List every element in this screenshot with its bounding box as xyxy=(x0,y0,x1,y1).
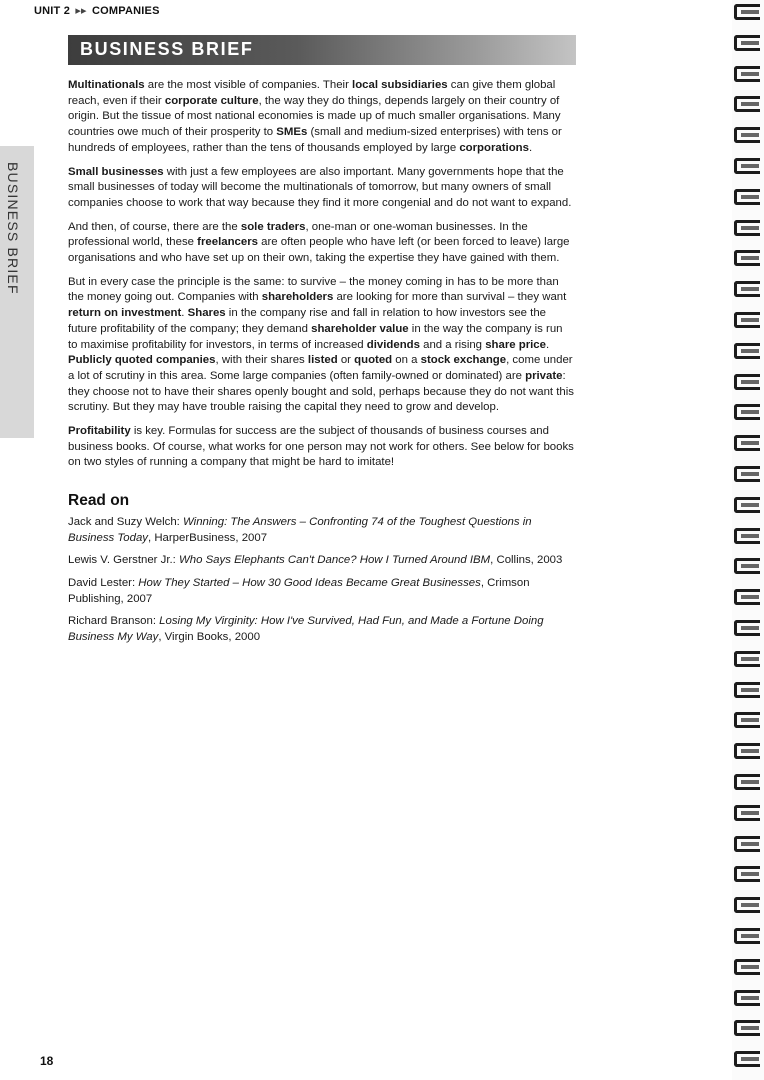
text-run: can give them global reach, even if their xyxy=(68,79,556,107)
spiral-binding xyxy=(732,0,764,1080)
text-run: , HarperBusiness, 2007 xyxy=(148,531,268,544)
reference-item xyxy=(68,553,574,569)
text-run: , one-man or one-woman businesses. In the professional world, these xyxy=(68,220,528,249)
binding-ring xyxy=(734,774,760,790)
binding-ring xyxy=(734,558,760,574)
text-run: in the way the company is run to maximise profitability for investors, in terms of increased xyxy=(68,322,563,351)
side-tab-label: BUSINESS BRIEF xyxy=(5,162,21,295)
book-title: Who Says Elephants Can't Dance? How I Turned Around IBM xyxy=(179,554,491,567)
read-on-heading: Read on xyxy=(68,492,130,510)
binding-ring xyxy=(734,312,760,328)
binding-ring xyxy=(734,1020,760,1036)
binding-ring xyxy=(734,4,760,20)
binding-ring xyxy=(734,374,760,390)
key-term: corporate culture xyxy=(164,94,259,107)
text-run: But in every case the principle is the same: to survive – the money coming in has to be more than the money going out. Companies with xyxy=(68,275,559,304)
text-run: , Crimson Publishing, 2007 xyxy=(68,576,530,605)
binding-ring xyxy=(734,528,760,544)
text-run: (small and medium-sized enterprises) with tens or hundreds of employees, rather than the tens of thousands employed by large xyxy=(68,126,562,154)
binding-ring xyxy=(734,743,760,759)
binding-ring xyxy=(734,96,760,112)
text-run: or xyxy=(337,354,355,367)
key-term: sole traders xyxy=(240,220,306,233)
binding-ring xyxy=(734,250,760,266)
paragraph xyxy=(68,275,574,416)
key-term: Publicly quoted companies xyxy=(68,354,216,367)
text-run: , with their shares xyxy=(215,354,308,367)
text-run: : they choose not to have their shares openly bought and sold, perhaps because they do not want this scrutiny. But they may have trouble raising the capital they need to grow and develop. xyxy=(68,369,574,414)
book-title: Winning: The Answers – Confronting 74 of the Toughest Questions in Business Today xyxy=(68,515,532,544)
section-label: COMPANIES xyxy=(92,5,160,17)
text-run: are the most visible of companies. Their xyxy=(144,79,353,91)
binding-ring xyxy=(734,589,760,605)
key-term: return on investment xyxy=(68,307,182,320)
binding-ring xyxy=(734,620,760,636)
text-run: are looking for more than survival – they want xyxy=(333,291,567,304)
text-run: on a xyxy=(392,354,421,367)
text-run: in the company rise and fall in relation to how investors see the future profitability of the company; they demand xyxy=(68,307,547,335)
banner-title: BUSINESS BRIEF xyxy=(80,39,254,59)
text-run: David Lester: xyxy=(68,576,139,589)
key-term: shareholder value xyxy=(311,322,409,335)
paragraph-list xyxy=(68,78,574,471)
binding-ring xyxy=(734,404,760,420)
text-run: and a rising xyxy=(419,338,486,351)
binding-ring xyxy=(734,990,760,1006)
double-arrow-icon: ▸▸ xyxy=(75,5,87,17)
text-run: is key. Formulas for success are the subject of thousands of business courses and business books. Of course, what works for one person may not work for others. See below for books on two styles of running a company that might be hard to imitate! xyxy=(68,425,574,469)
text-run: are often people who have left (or been forced to leave) large organisations and who have set up on their own, taking the expertise they have gained with them. xyxy=(68,236,570,265)
text-run: . xyxy=(181,307,188,320)
paragraph xyxy=(68,78,574,157)
reference-list xyxy=(68,515,574,646)
unit-label: UNIT 2 xyxy=(34,5,71,17)
binding-ring xyxy=(734,928,760,944)
binding-ring xyxy=(734,497,760,513)
key-term: Small businesses xyxy=(68,165,164,178)
binding-ring xyxy=(734,66,760,82)
paragraph xyxy=(68,165,574,212)
reference-item xyxy=(68,576,574,607)
reference-item xyxy=(68,614,574,645)
key-term: freelancers xyxy=(197,236,258,249)
binding-ring xyxy=(734,866,760,882)
binding-ring xyxy=(734,158,760,174)
key-term: shareholders xyxy=(261,291,334,304)
binding-ring xyxy=(734,127,760,143)
key-term: listed xyxy=(307,354,338,367)
text-run: And then, of course, there are the xyxy=(68,220,241,233)
binding-ring xyxy=(734,35,760,51)
binding-ring xyxy=(734,712,760,728)
key-term: share price xyxy=(485,338,546,351)
reference-item xyxy=(68,515,574,546)
paragraph xyxy=(68,424,574,471)
binding-ring xyxy=(734,651,760,667)
binding-ring xyxy=(734,189,760,205)
section-banner xyxy=(68,35,576,65)
article-body xyxy=(68,78,574,653)
text-run: , Virgin Books, 2000 xyxy=(158,631,261,644)
side-tab xyxy=(0,146,34,438)
text-run: Lewis V. Gerstner Jr.: xyxy=(68,554,179,567)
binding-ring xyxy=(734,343,760,359)
text-run: Richard Branson: xyxy=(68,615,160,628)
key-term: stock exchange xyxy=(420,354,507,367)
key-term: quoted xyxy=(354,354,393,367)
binding-ring xyxy=(734,281,760,297)
key-term: Shares xyxy=(187,307,226,320)
binding-ring xyxy=(734,805,760,821)
text-run: . xyxy=(528,141,533,154)
book-title: Losing My Virginity: How I've Survived, Had Fun, and Made a Fortune Doing Business My Way xyxy=(68,615,544,644)
text-run: with just a few employees are also important. Many governments hope that the small businesses of today will become the multinationals of tomorrow, but many owners of small companies choose to work that way because they find it more congenial and do not want to expand. xyxy=(68,165,572,209)
binding-ring xyxy=(734,682,760,698)
binding-ring xyxy=(734,466,760,482)
key-term: corporations xyxy=(459,141,529,154)
key-term: Multinationals xyxy=(68,79,145,91)
text-run: , come under a lot of scrutiny in this area. Some large companies (often family-owned or dominated) are xyxy=(68,354,573,382)
binding-ring xyxy=(734,836,760,852)
book-title: How They Started – How 30 Good Ideas Became Great Businesses xyxy=(138,576,481,589)
page-number: 18 xyxy=(40,1054,54,1068)
binding-ring xyxy=(734,1051,760,1067)
key-term: SMEs xyxy=(276,126,308,139)
binding-ring xyxy=(734,897,760,913)
text-run: , the way they do things, depends largely on their country of origin. But the tissue of most national economies is made up of much smaller organisations. Many countries owe much of their prosperity to xyxy=(68,94,561,139)
text-run: . xyxy=(545,338,550,351)
key-term: local subsidiaries xyxy=(352,79,448,91)
binding-ring xyxy=(734,959,760,975)
key-term: private xyxy=(525,369,563,382)
key-term: dividends xyxy=(366,338,420,351)
key-term: Profitability xyxy=(68,425,131,438)
paragraph xyxy=(68,220,574,267)
text-run: Jack and Suzy Welch: xyxy=(68,515,184,528)
binding-ring xyxy=(734,435,760,451)
running-header xyxy=(34,4,160,17)
text-run: , Collins, 2003 xyxy=(490,554,563,567)
binding-ring xyxy=(734,220,760,236)
